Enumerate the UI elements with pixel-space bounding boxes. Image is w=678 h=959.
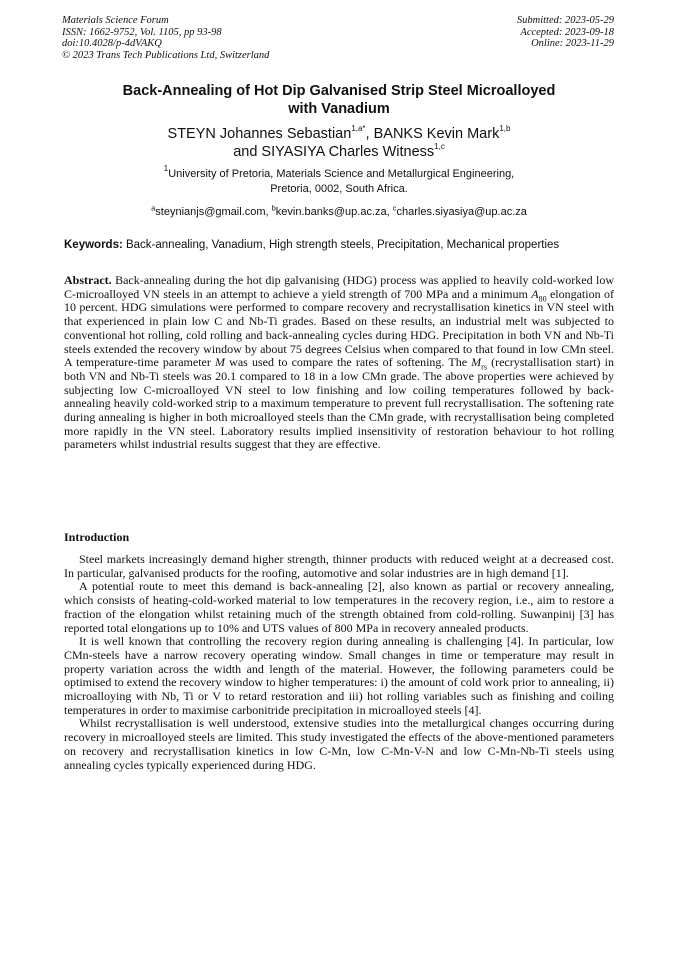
publication-dates: [517, 15, 614, 50]
author-2-affil: 1,b: [499, 124, 511, 134]
affiliation: [64, 164, 614, 196]
author-3-affil: 1,c: [434, 142, 445, 152]
keywords-label: Keywords:: [64, 239, 123, 251]
email-b: kevin.banks@up.ac.za,: [275, 206, 393, 218]
issn-line: ISSN: 1662-9752, Vol. 1105, pp 93-98: [62, 26, 222, 38]
author-emails: [64, 205, 614, 219]
author-3: SIYASIYA Charles Witness: [261, 144, 435, 160]
email-a-marker: a: [151, 203, 156, 213]
abstract-label: Abstract.: [64, 273, 112, 287]
intro-paragraph: Steel markets increasingly demand higher strength, thinner products with reduced weight at a decreased cost. In particular, galvanised products for the roofing, automotive and solar industries are in high demand [1].: [64, 552, 614, 580]
intro-paragraph: It is well known that controlling the recovery region during annealing is challenging [4]. In particular, low CMn-steels have a narrow recovery operating window. Small changes in time or temperature may result in property variation across the width and length of the material. However, the following parameters could be optimised to extend the recovery window to higher temperatures: i) the amount of cold work prior to annealing, ii) microalloying with Nb, Ti or V to retard restoration and iii) hot rolling variables such as finishing and coiling temperatures in order to maximise carbonitride precipitation in microalloyed steels [4].: [64, 634, 614, 717]
affiliation-line-1: University of Pretoria, Materials Science and Metallurgical Engineering,: [168, 168, 515, 180]
copyright-line: © 2023 Trans Tech Publications Ltd, Switzerland: [62, 49, 270, 61]
intro-paragraph: Whilst recrystallisation is well understood, extensive studies into the metallurgical changes occurring during recovery in microalloyed steels are limited. This study investigated the effects of the above-mentioned parameters on recovery and recrystallisation kinetics in low C-Mn, low C-Mn-V-N and low C-Mn-Nb-Ti steels using annealing cycles typically experienced during HDG.: [64, 716, 614, 772]
accepted-date: Accepted: 2023-09-18: [520, 26, 614, 38]
section-heading-introduction: Introduction: [64, 530, 130, 544]
abstract-text-3: was used to compare the rates of softening. The: [225, 355, 472, 370]
journal-name: Materials Science Forum: [62, 15, 169, 26]
email-c-marker: c: [392, 203, 397, 213]
doi-line: doi:10.4028/p-4dVAKQ: [62, 38, 162, 49]
author-list: [64, 125, 614, 161]
intro-paragraph: A potential route to meet this demand is back-annealing [2], also known as partial or recovery annealing, which consists of heating-cold-worked material to low temperatures in the recovery region, i.e., aim to restore a fraction of the elongation whilst retaining much of the strength obtained from cold-rolling. Suwanpinij [3] has reported total elongations up to 10% and UTS values of 800 MPa in recovery annealed products.: [64, 579, 614, 635]
affiliation-number: 1: [163, 164, 169, 174]
mrs-symbol: M: [471, 355, 482, 370]
abstract-text-4: (recrystallisation start) in both VN and Nb-Ti steels was 20.1 compared to 18 in a low CMn grade. The above properties were achieved by subjecting low C-microalloyed VN steel to low finishing and low coiling temperatures followed by back-annealing heavily cold-worked strip to a maximum temperature to prevent full recrystallisation. The softening rate during annealing is higher in both microalloyed steels than the CMn grade, with recrystallisation being completed more rapidly in the VN steel. Laboratory results implied insensitivity of restoration behaviour to hot rolling parameters whilst industrial results suggest that they are effective.: [64, 355, 614, 452]
online-date: Online: 2023-11-29: [531, 38, 614, 49]
email-a: steynianjs@gmail.com,: [155, 206, 272, 218]
abstract: [64, 274, 614, 452]
title-line-1: Back-Annealing of Hot Dip Galvanised Strip Steel Microalloyed: [122, 83, 556, 99]
introduction-body: [64, 553, 614, 772]
submitted-date: Submitted: 2023-05-29: [516, 15, 614, 26]
a80-subscript: 80: [538, 294, 547, 304]
m-symbol: M: [215, 355, 226, 370]
abstract-text-2: elongation of 10 percent. HDG simulations were performed to compare recovery and recrystallisation kinetics in VN steel with that experienced in plain low C and Nb-Ti grades. Based on these results, an industrial melt was subjected to conventional hot rolling, cold rolling and back-annealing cycles during HDG. Precipitation in both VN and Nb-Ti steels extended the recovery window by about 75 degrees Celsius when compared to that found in low CMn steel. A temperature-time parameter: [64, 286, 614, 370]
abstract-text-1: Back-annealing during the hot dip galvanising (HDG) process was applied to heavily cold-worked low C-microalloyed VN steels in an attempt to achieve a yield strength of 700 MPa and a minimum: [64, 273, 614, 301]
mrs-subscript: rs: [481, 362, 487, 372]
affiliation-line-2: Pretoria, 0002, South Africa.: [270, 182, 408, 195]
journal-info: [62, 15, 269, 61]
a80-symbol: A: [531, 286, 539, 301]
author-separator: ,: [365, 126, 374, 142]
email-c: charles.siyasiya@up.ac.za: [396, 206, 527, 218]
keywords: [64, 238, 614, 252]
keywords-text: Back-annealing, Vanadium, High strength steels, Precipitation, Mechanical properties: [122, 239, 560, 251]
author-1: STEYN Johannes Sebastian: [167, 126, 352, 142]
author-1-affil: 1,a*: [351, 124, 366, 134]
author-2: BANKS Kevin Mark: [373, 126, 500, 142]
title-line-2: with Vanadium: [288, 101, 390, 117]
email-b-marker: b: [271, 203, 276, 213]
author-and: and: [233, 144, 262, 160]
paper-title: [64, 82, 614, 118]
